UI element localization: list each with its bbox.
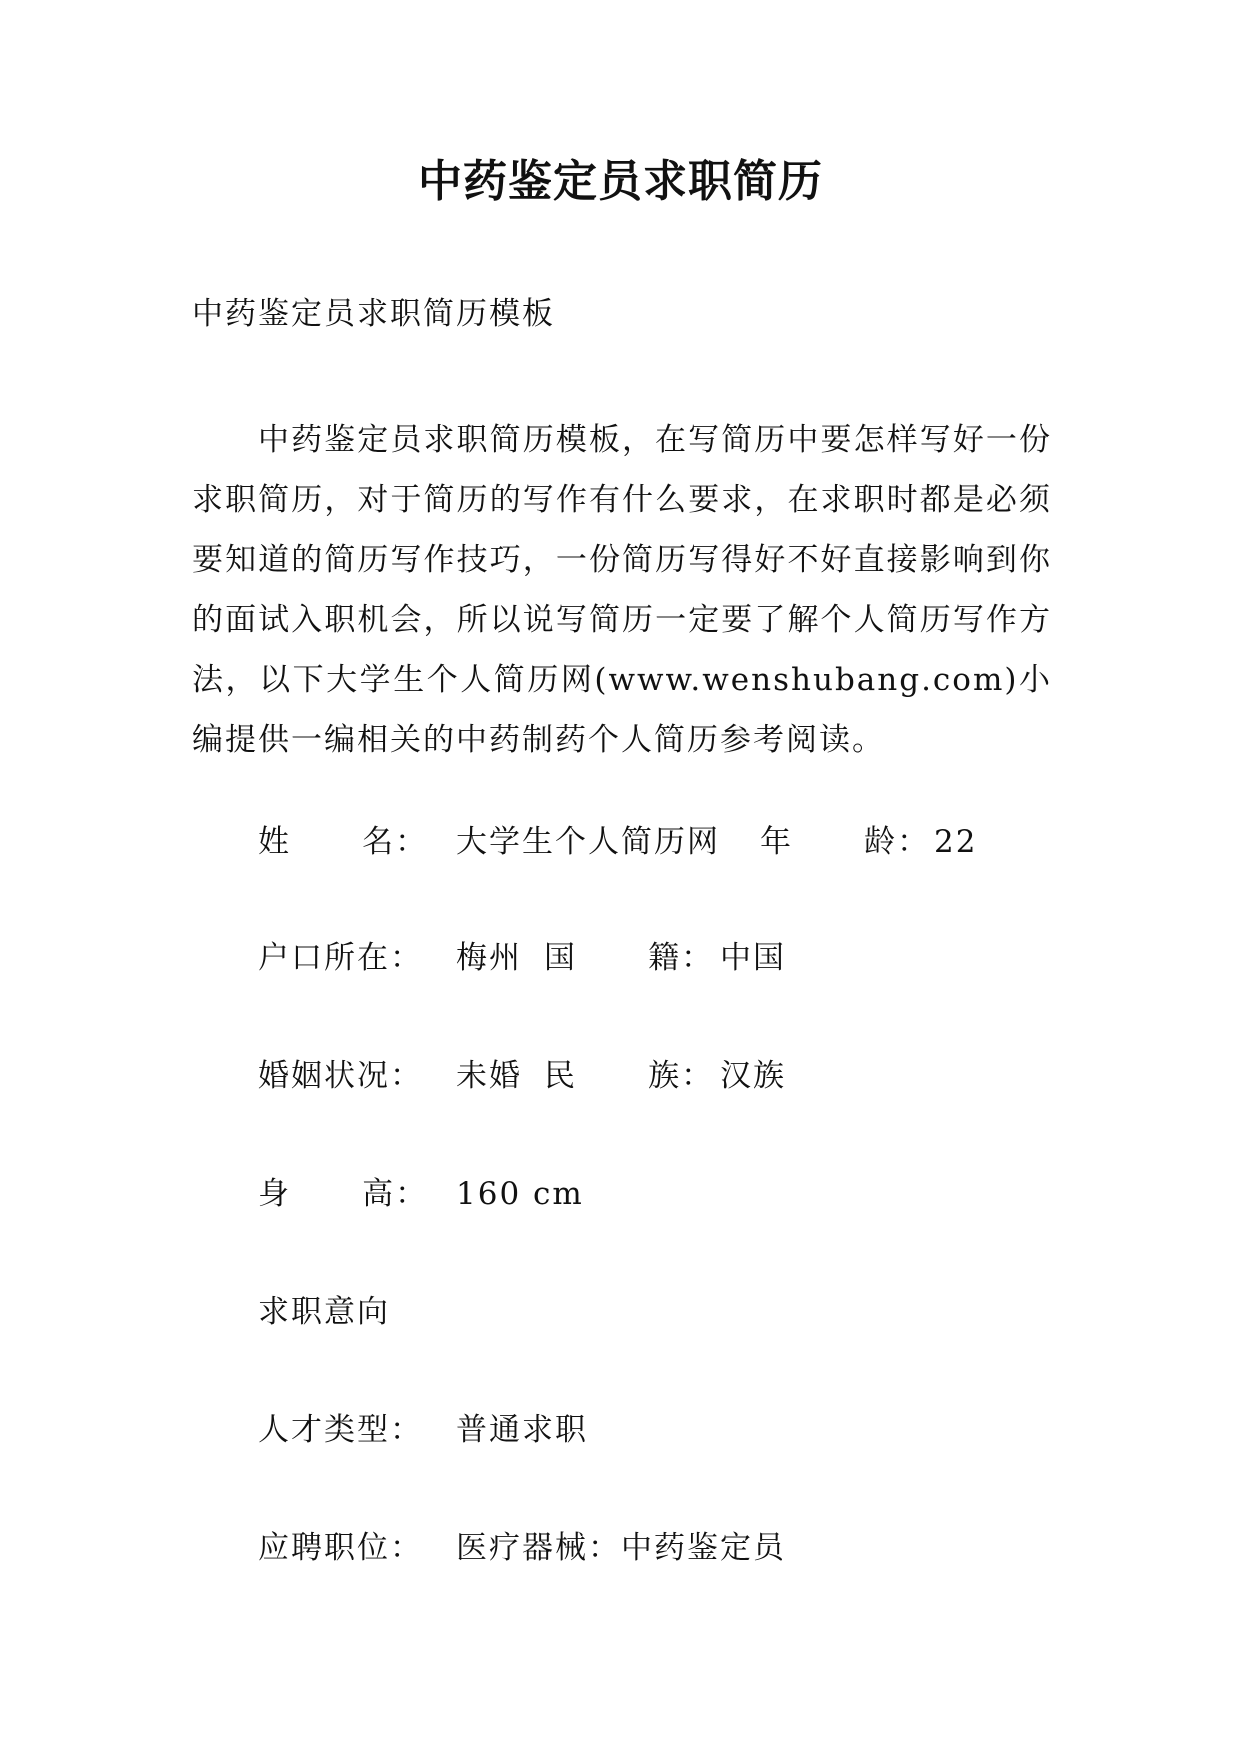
job-intention-heading: 求职意向: [258, 1294, 390, 1330]
age-label: 年 龄：: [760, 824, 931, 860]
name-label: 姓 名：: [258, 824, 429, 860]
hukou-label: 户口所在：: [258, 940, 423, 976]
document-title: 中药鉴定员求职简历: [418, 156, 823, 207]
position-label: 应聘职位：: [258, 1530, 423, 1566]
document-subtitle: 中药鉴定员求职简历模板: [192, 296, 555, 332]
ethnicity-value: 汉族: [720, 1058, 786, 1094]
position-value: 医疗器械：中药鉴定员: [456, 1530, 786, 1566]
marital-label: 婚姻状况：: [258, 1058, 423, 1094]
name-value: 大学生个人简历网: [456, 824, 720, 860]
height-label: 身 高：: [258, 1176, 429, 1212]
height-value: 160 cm: [456, 1176, 584, 1212]
hukou-value: 梅州: [456, 940, 522, 976]
nationality-label: 国 籍：: [544, 940, 715, 976]
ethnicity-label: 民 族：: [544, 1058, 715, 1094]
nationality-value: 中国: [720, 940, 786, 976]
talent-type-label: 人才类型：: [258, 1412, 423, 1448]
intro-paragraph: 中药鉴定员求职简历模板，在写简历中要怎样写好一份求职简历，对于简历的写作有什么要求，在求职时都是必须要知道的简历写作技巧，一份简历写得好不好直接影响到你的面试入职机会，所以说写简历一定要了解个人简历写作方法，以下大学生个人简历网(www.wenshubang.com)小编提供一编相关的中药制药个人简历参考阅读。: [192, 422, 1052, 758]
talent-type-value: 普通求职: [456, 1412, 588, 1448]
marital-value: 未婚: [456, 1058, 522, 1094]
age-value: 22: [934, 824, 978, 860]
